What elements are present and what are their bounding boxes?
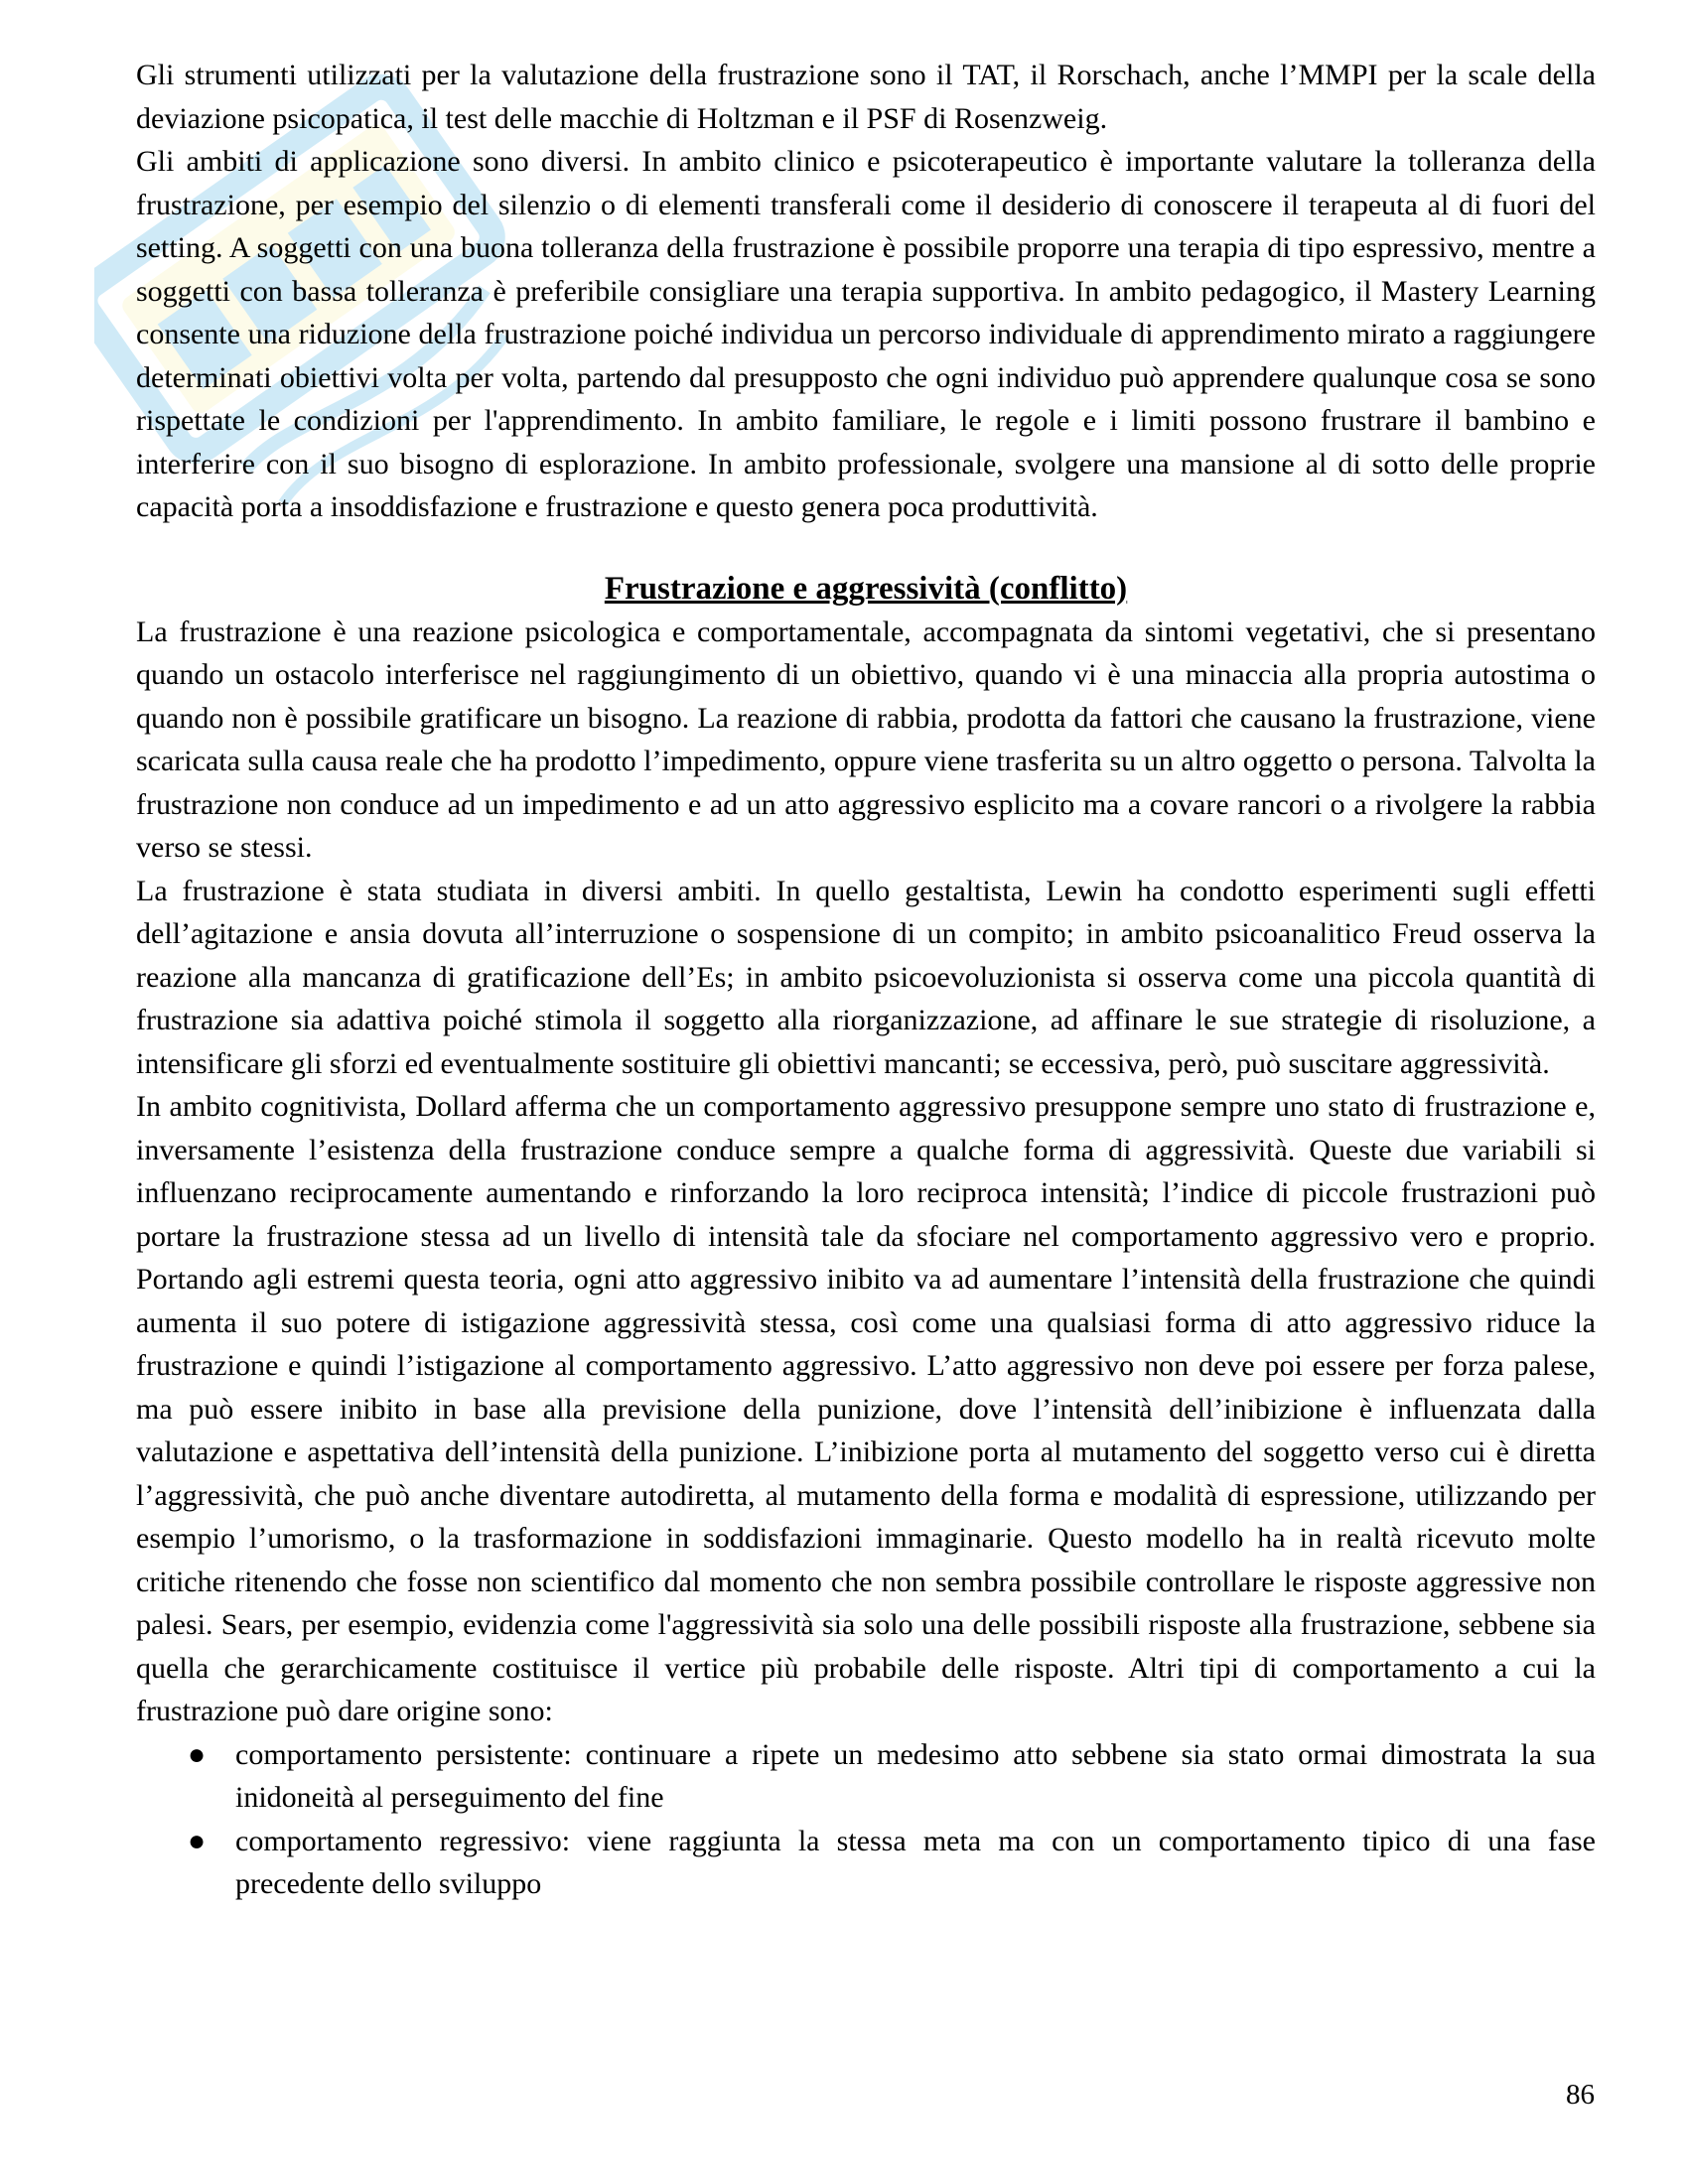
- bullet-icon: ●: [188, 1824, 207, 1857]
- section-paragraph-ambiti: La frustrazione è stata studiata in diversi ambiti. In quello gestaltista, Lewin ha condotto esperimenti sugli effetti dell’agitazione e ansia dovuta all’interruzione o sospensione di un compito; in ambito psicoanalitico Freud osserva la reazione alla mancanza di gratificazione dell’Es; in ambito psicoevoluzionista si osserva come una piccola quantità di frustrazione sia adattiva poiché stimola il soggetto alla riorganizzazione, ad affinare le sue strategie di risoluzione, a intensificare gli sforzi ed eventualmente sostituire gli obiettivi mancanti; se eccessiva, però, può suscitare aggressività.: [136, 874, 1596, 1080]
- list-item: [136, 1820, 1596, 1906]
- intro-paragraph-tools: Gli strumenti utilizzati per la valutazione della frustrazione sono il TAT, il Rorschach, anche l’MMPI per la scale della deviazione psicopatica, il test delle macchie di Holtzman e il PSF di Rosenzweig.: [136, 59, 1596, 135]
- list-item-text: comportamento persistente: continuare a ripete un medesimo atto sebbene sia stato ormai dimostrata la sua inidoneità al perseguimento del fine: [235, 1737, 1596, 1814]
- page-number: 86: [1566, 2079, 1595, 2111]
- document-body: [136, 54, 1596, 1906]
- list-item: [136, 1733, 1596, 1820]
- intro-paragraph-applications: Gli ambiti di applicazione sono diversi. In ambito clinico e psicoterapeutico è importante valutare la tolleranza della frustrazione, per esempio del silenzio o di elementi transferali come il desiderio di conoscere il terapeuta al di fuori del setting. A soggetti con una buona tolleranza della frustrazione è possibile proporre una terapia di tipo espressivo, mentre a soggetti con bassa tolleranza è preferibile consigliare una terapia supportiva. In ambito pedagogico, il Mastery Learning consente una riduzione della frustrazione poiché individua un percorso individuale di apprendimento mirato a raggiungere determinati obiettivi volta per volta, partendo dal presupposto che ogni individuo può apprendere qualunque cosa se sono rispettate le condizioni per l'apprendimento. In ambito familiare, le regole e i limiti possono frustrare il bambino e interferire con il suo bisogno di esplorazione. In ambito professionale, svolgere una mansione al di sotto delle proprie capacità porta a insoddisfazione e frustrazione e questo genera poca produttività.: [136, 145, 1596, 523]
- section-paragraph-definition: La frustrazione è una reazione psicologica e comportamentale, accompagnata da sintomi vegetativi, che si presentano quando un ostacolo interferisce nel raggiungimento di un obiettivo, quando vi è una minaccia alla propria autostima o quando non è possibile gratificare un bisogno. La reazione di rabbia, prodotta da fattori che causano la frustrazione, viene scaricata sulla causa reale che ha prodotto l’impedimento, oppure viene trasferita su un altro oggetto o persona. Talvolta la frustrazione non conduce ad un impedimento e ad un atto aggressivo esplicito ma a covare rancori o a rivolgere la rabbia verso se stessi.: [136, 614, 1596, 864]
- bullet-icon: ●: [188, 1737, 207, 1771]
- behavior-list: [136, 1733, 1596, 1906]
- section-paragraph-cognitivista: In ambito cognitivista, Dollard afferma che un comportamento aggressivo presuppone sempre uno stato di frustrazione e, inversamente l’esistenza della frustrazione conduce sempre a qualche forma di aggressività. Queste due variabili si influenzano reciprocamente aumentando e rinforzando la loro reciproca intensità; l’indice di piccole frustrazioni può portare la frustrazione stessa ad un livello di intensità tale da sfociare nel comportamento aggressivo vero e proprio. Portando agli estremi questa teoria, ogni atto aggressivo inibito va ad aumentare l’intensità della frustrazione che quindi aumenta il suo potere di istigazione aggressività stessa, così come una qualsiasi forma di atto aggressivo riduce la frustrazione e quindi l’istigazione al comportamento aggressivo. L’atto aggressivo non deve poi essere per forza palese, ma può essere inibito in base alla previsione della punizione, dove l’intensità dell’inibizione è influenzata dalla valutazione e aspettativa dell’intensità della punizione. L’inibizione porta al mutamento del soggetto verso cui è diretta l’aggressività, che può anche diventare autodiretta, al mutamento della forma e modalità di espressione, utilizzando per esempio l’umorismo, o la trasformazione in soddisfazioni immaginarie. Questo modello ha in realtà ricevuto molte critiche ritenendo che fosse non scientifico dal momento che non sembra possibile controllare le risposte aggressive non palesi. Sears, per esempio, evidenzia come l'aggressività sia solo una delle possibili risposte alla frustrazione, sebbene sia quella che gerarchicamente costituisce il vertice più probabile delle risposte. Altri tipi di comportamento a cui la frustrazione può dare origine sono:: [136, 1090, 1596, 1727]
- section-heading: Frustrazione e aggressività (conflitto): [604, 570, 1128, 607]
- list-item-text: comportamento regressivo: viene raggiunta la stessa meta ma con un comportamento tipico di una fase precedente dello sviluppo: [235, 1824, 1596, 1900]
